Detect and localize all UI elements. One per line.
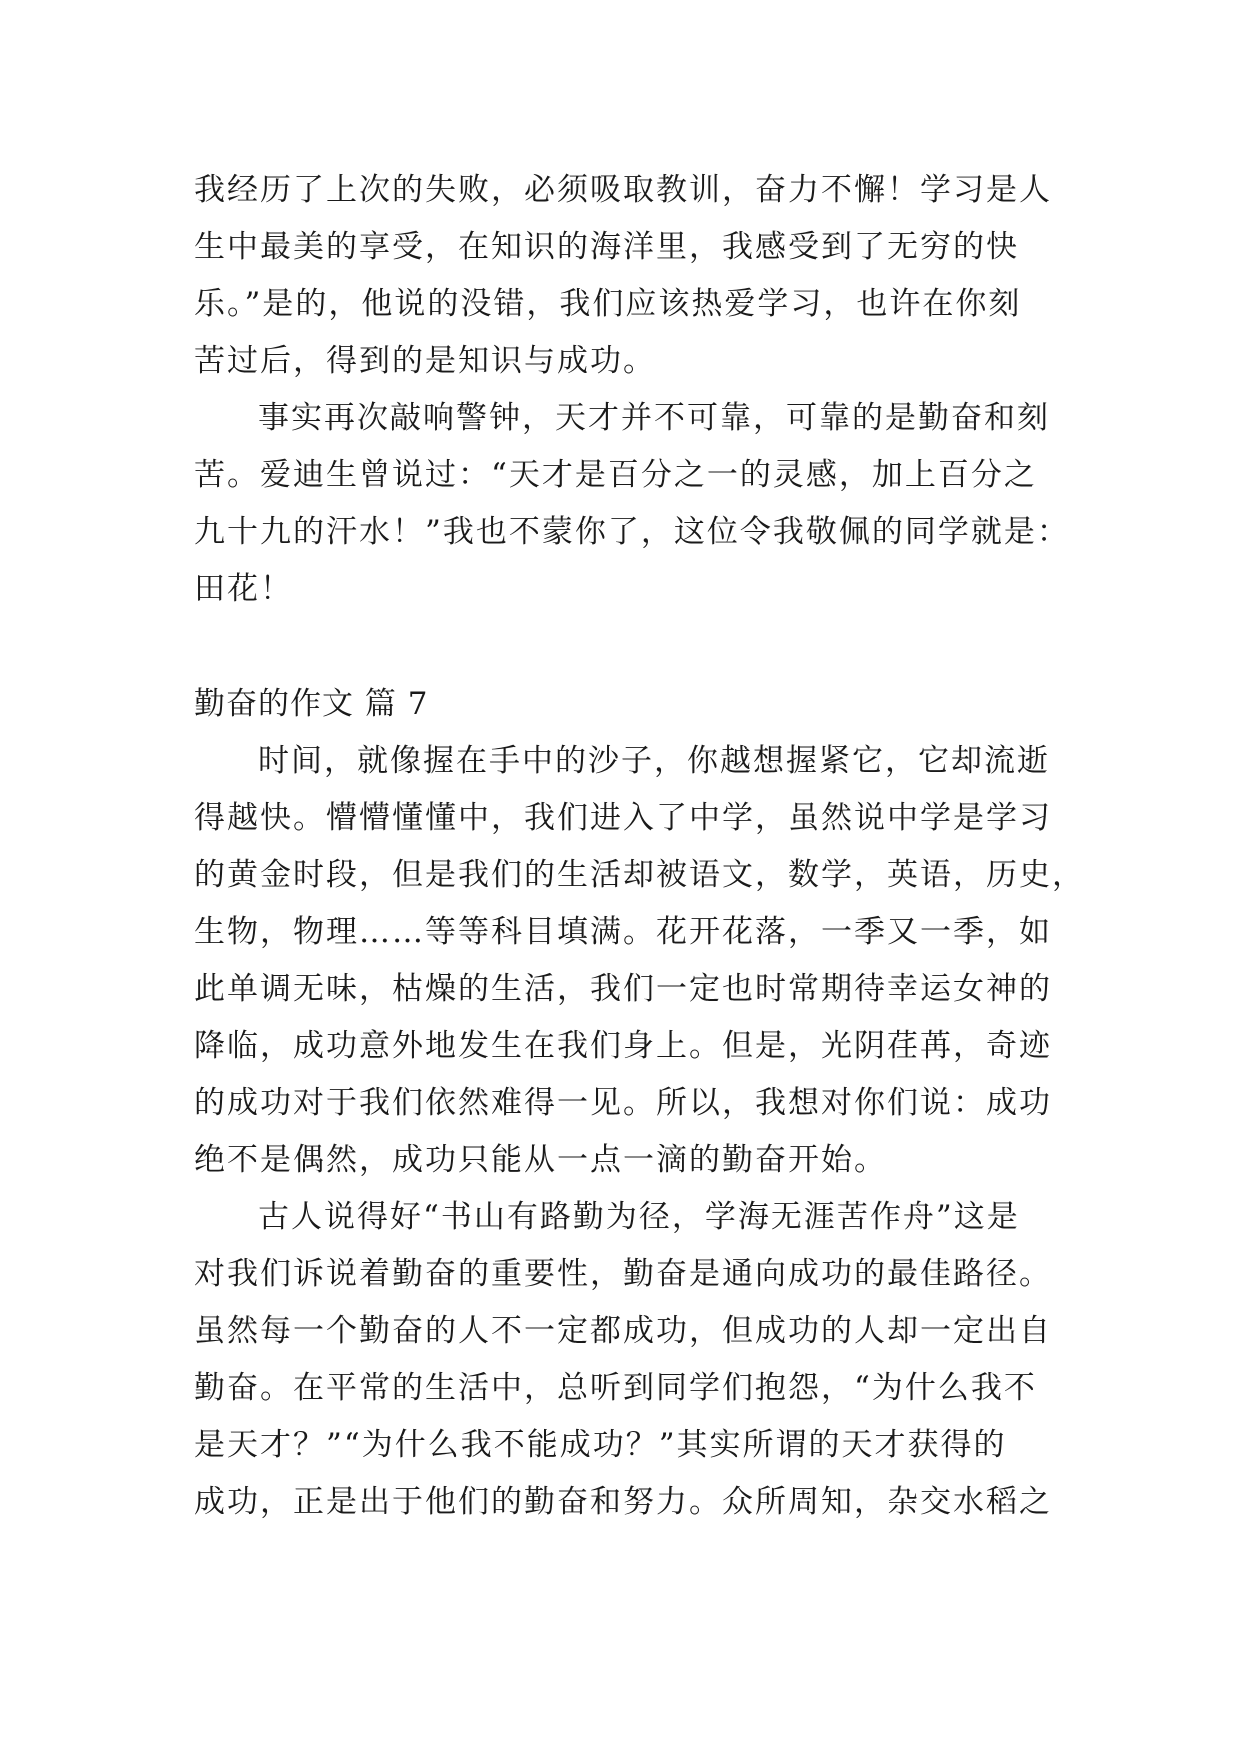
paragraph-line: 绝不是偶然，成功只能从一点一滴的勤奋开始。 <box>194 1142 887 1178</box>
paragraph-line: 的成功对于我们依然难得一见。所以，我想对你们说：成功 <box>194 1085 1052 1121</box>
paragraph-line: 我经历了上次的失败，必须吸取教训，奋力不懈！学习是人 <box>194 172 1052 208</box>
paragraph-line: 苦。爱迪生曾说过：“天才是百分之一的灵感，加上百分之 <box>194 457 1037 493</box>
paragraph-line: 苦过后，得到的是知识与成功。 <box>194 343 656 379</box>
paragraph-line: 此单调无味，枯燥的生活，我们一定也时常期待幸运女神的 <box>194 971 1052 1007</box>
paragraph-line: 乐。”是的，他说的没错，我们应该热爱学习，也许在你刻 <box>194 286 1022 322</box>
paragraph-line: 降临，成功意外地发生在我们身上。但是，光阴荏苒，奇迹 <box>194 1028 1052 1064</box>
paragraph-line: 生中最美的享受，在知识的海洋里，我感受到了无穷的快 <box>194 229 1019 265</box>
paragraph-line: 是天才？”“为什么我不能成功？”其实所谓的天才获得的 <box>194 1427 1007 1463</box>
paragraph-line: 生物，物理……等等科目填满。花开花落，一季又一季，如 <box>194 914 1052 950</box>
paragraph-line: 成功，正是出于他们的勤奋和努力。众所周知，杂交水稻之 <box>194 1484 1052 1520</box>
paragraph-line: 古人说得好“书山有路勤为径，学海无涯苦作舟”这是 <box>258 1199 1020 1235</box>
paragraph-line: 的黄金时段，但是我们的生活却被语文，数学，英语，历史， <box>194 857 1085 893</box>
paragraph-line: 九十九的汗水！”我也不蒙你了，这位令我敬佩的同学就是： <box>194 514 1070 550</box>
paragraph-line: 事实再次敲响警钟，天才并不可靠，可靠的是勤奋和刻 <box>258 400 1050 436</box>
paragraph-line: 田花！ <box>194 571 293 607</box>
paragraph-line: 勤奋。在平常的生活中，总听到同学们抱怨，“为什么我不 <box>194 1370 1037 1406</box>
paragraph-line: 对我们诉说着勤奋的重要性，勤奋是通向成功的最佳路径。 <box>194 1256 1052 1292</box>
section-heading: 勤奋的作文 篇 7 <box>194 686 429 722</box>
paragraph-line: 虽然每一个勤奋的人不一定都成功，但成功的人却一定出自 <box>194 1313 1052 1349</box>
paragraph-line: 得越快。懵懵懂懂中，我们进入了中学，虽然说中学是学习 <box>194 800 1052 836</box>
paragraph-line: 时间，就像握在手中的沙子，你越想握紧它，它却流逝 <box>258 743 1050 779</box>
